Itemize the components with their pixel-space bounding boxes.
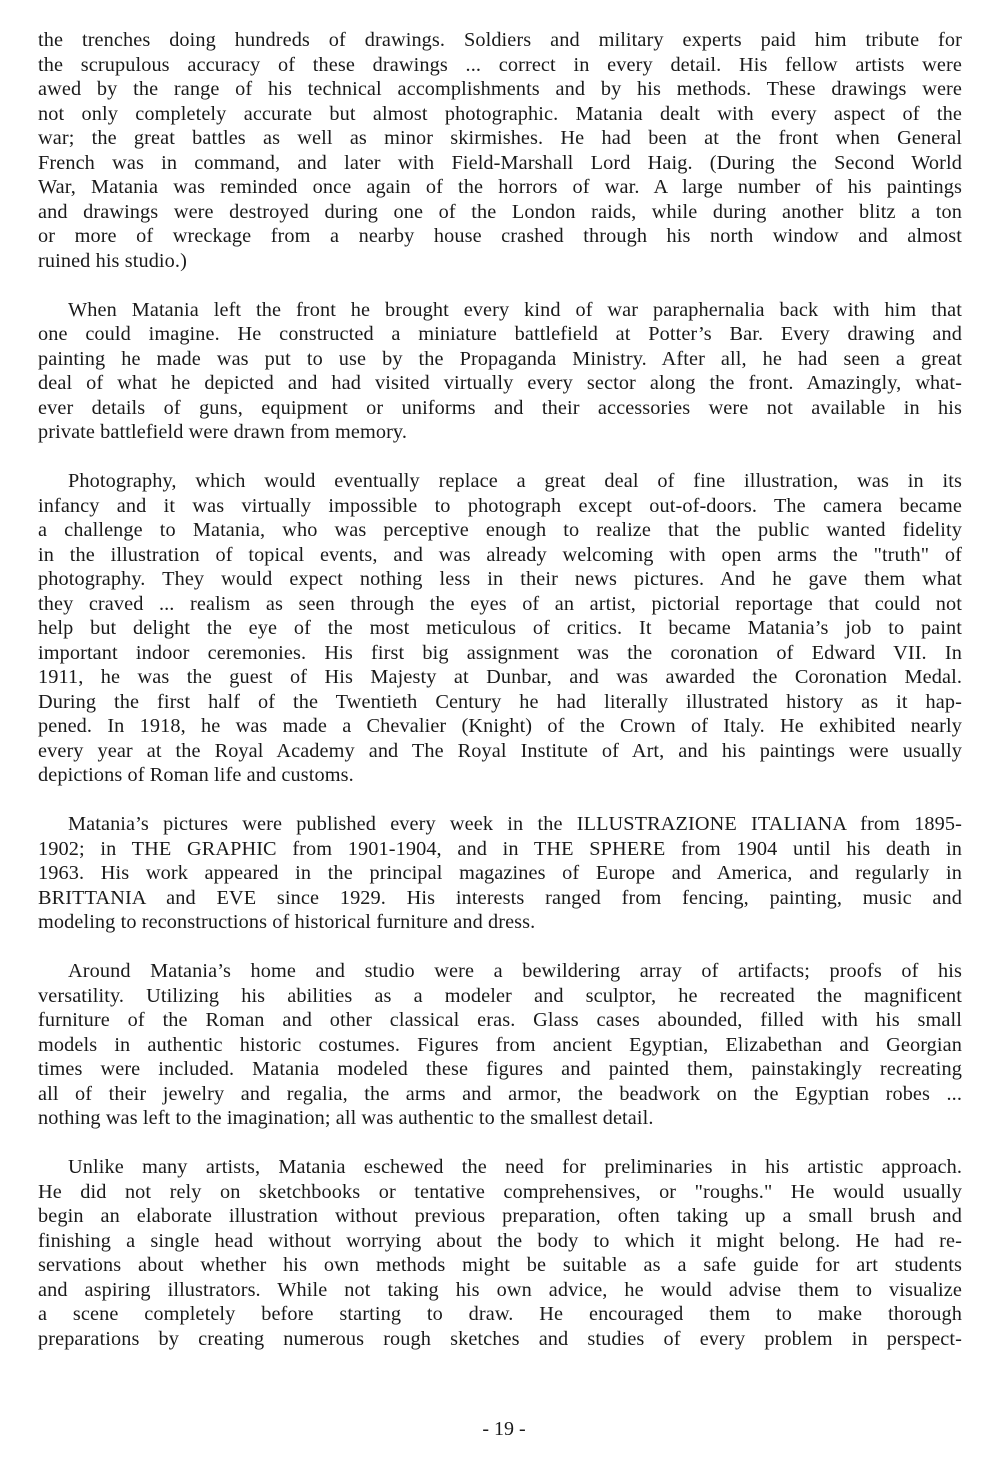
text-line: begin an elaborate illustration without previous preparation, often taking up a small brush and bbox=[38, 1205, 962, 1227]
text-line: pened. In 1918, he was made a Chevalier (Knight) of the Crown of Italy. He exhibited nearly bbox=[38, 715, 962, 737]
text-line: servations about whether his own methods might be suitable as a safe guide for art students bbox=[38, 1254, 962, 1276]
text-line: He did not rely on sketchbooks or tentative comprehensives, or "roughs." He would usually bbox=[38, 1180, 962, 1203]
text-line: ever details of guns, equipment or uniforms and their accessories were not available in his bbox=[38, 396, 962, 419]
text-line: a challenge to Matania, who was perceptive enough to realize that the public wanted fidelity bbox=[38, 519, 962, 541]
text-line: war; the great battles as well as minor skirmishes. He had been at the front when General bbox=[38, 127, 962, 149]
text-line: private battlefield were drawn from memory. bbox=[38, 421, 408, 443]
text-line: furniture of the Roman and other classical eras. Glass cases abounded, filled with his small bbox=[38, 1009, 962, 1031]
text-line: When Matania left the front he brought every kind of war paraphernalia back with him that bbox=[68, 298, 962, 321]
text-line: finishing a single head without worrying about the body to which it might belong. He had re- bbox=[38, 1229, 962, 1252]
text-line: or more of wreckage from a nearby house crashed through his north window and almost bbox=[38, 225, 962, 247]
paragraph bbox=[38, 812, 962, 935]
text-line: and aspiring illustrators. While not taking his own advice, he would advise them to visualize bbox=[38, 1278, 962, 1301]
text-line: in the illustration of topical events, and was already welcoming with open arms the "truth" of bbox=[38, 543, 962, 566]
text-line: Photography, which would eventually replace a great deal of fine illustration, was in its bbox=[68, 470, 962, 492]
text-line: modeling to reconstructions of historical furniture and dress. bbox=[38, 911, 536, 933]
text-line: all of their jewelry and regalia, the arms and armor, the beadwork on the Egyptian robes ... bbox=[38, 1082, 962, 1105]
text-line: nothing was left to the imagination; all was authentic to the smallest detail. bbox=[38, 1107, 654, 1129]
text-line: versatility. Utilizing his abilities as a modeler and sculptor, he recreated the magnificent bbox=[38, 984, 962, 1007]
text-line: 1902; in THE GRAPHIC from 1901-1904, and in THE SPHERE from 1904 until his death in bbox=[38, 837, 962, 860]
paragraph bbox=[38, 298, 962, 445]
text-line: the scrupulous accuracy of these drawings ... correct in every detail. His fellow artists were bbox=[38, 53, 962, 76]
text-line: preparations by creating numerous rough sketches and studies of every problem in perspect- bbox=[38, 1327, 962, 1350]
text-line: the trenches doing hundreds of drawings. Soldiers and military experts paid him tribute for bbox=[38, 29, 962, 51]
text-line: 1911, he was the guest of His Majesty at Dunbar, and was awarded the Coronation Medal. bbox=[38, 666, 962, 688]
text-line: they craved ... realism as seen through the eyes of an artist, pictorial reportage that could not bbox=[38, 592, 962, 615]
text-line: a scene completely before starting to draw. He encouraged them to make thorough bbox=[38, 1303, 962, 1325]
text-line: French was in command, and later with Field-Marshall Lord Haig. (During the Second World bbox=[38, 151, 962, 174]
text-line: painting he made was put to use by the Propaganda Ministry. After all, he had seen a great bbox=[38, 347, 962, 370]
paragraph bbox=[38, 959, 962, 1131]
text-line: During the first half of the Twentieth Century he had literally illustrated history as it hap- bbox=[38, 690, 962, 713]
paragraph bbox=[38, 1155, 962, 1351]
text-line: important indoor ceremonies. His first big assignment was the coronation of Edward VII. In bbox=[38, 641, 962, 664]
text-line: 1963. His work appeared in the principal magazines of Europe and America, and regularly in bbox=[38, 862, 962, 884]
text-line: Around Matania’s home and studio were a bewildering array of artifacts; proofs of his bbox=[68, 960, 962, 982]
text-line: infancy and it was virtually impossible to photograph except out-of-doors. The camera became bbox=[38, 494, 962, 517]
text-line: and drawings were destroyed during one of the London raids, while during another blitz a ton bbox=[38, 200, 962, 223]
paragraph bbox=[38, 28, 962, 273]
text-line: deal of what he depicted and had visited virtually every sector along the front. Amazingly, what- bbox=[38, 372, 962, 394]
text-line: one could imagine. He constructed a miniature battlefield at Potter’s Bar. Every drawing and bbox=[38, 323, 962, 345]
text-line: not only completely accurate but almost photographic. Matania dealt with every aspect of the bbox=[38, 102, 962, 125]
text-line: Unlike many artists, Matania eschewed the need for preliminaries in his artistic approach. bbox=[68, 1156, 962, 1178]
text-line: times were included. Matania modeled these figures and painted them, painstakingly recreating bbox=[38, 1058, 962, 1080]
text-line: models in authentic historic costumes. Figures from ancient Egyptian, Elizabethan and Georgian bbox=[38, 1033, 962, 1056]
body-text bbox=[38, 28, 962, 1351]
text-line: help but delight the eye of the most meticulous of critics. It became Matania’s job to paint bbox=[38, 617, 962, 639]
paragraph bbox=[38, 469, 962, 788]
text-line: depictions of Roman life and customs. bbox=[38, 764, 354, 786]
text-line: awed by the range of his technical accomplishments and by his methods. These drawings were bbox=[38, 78, 962, 100]
text-line: BRITTANIA and EVE since 1929. His interests ranged from fencing, painting, music and bbox=[38, 886, 962, 909]
page-number: - 19 - bbox=[482, 1418, 526, 1440]
text-line: ruined his studio.) bbox=[38, 249, 187, 272]
text-line: War, Matania was reminded once again of the horrors of war. A large number of his paintings bbox=[38, 176, 962, 198]
text-line: photography. They would expect nothing less in their news pictures. And he gave them what bbox=[38, 568, 962, 590]
text-line: Matania’s pictures were published every week in the ILLUSTRAZIONE ITALIANA from 1895- bbox=[68, 813, 962, 835]
text-line: every year at the Royal Academy and The Royal Institute of Art, and his paintings were usually bbox=[38, 739, 962, 762]
